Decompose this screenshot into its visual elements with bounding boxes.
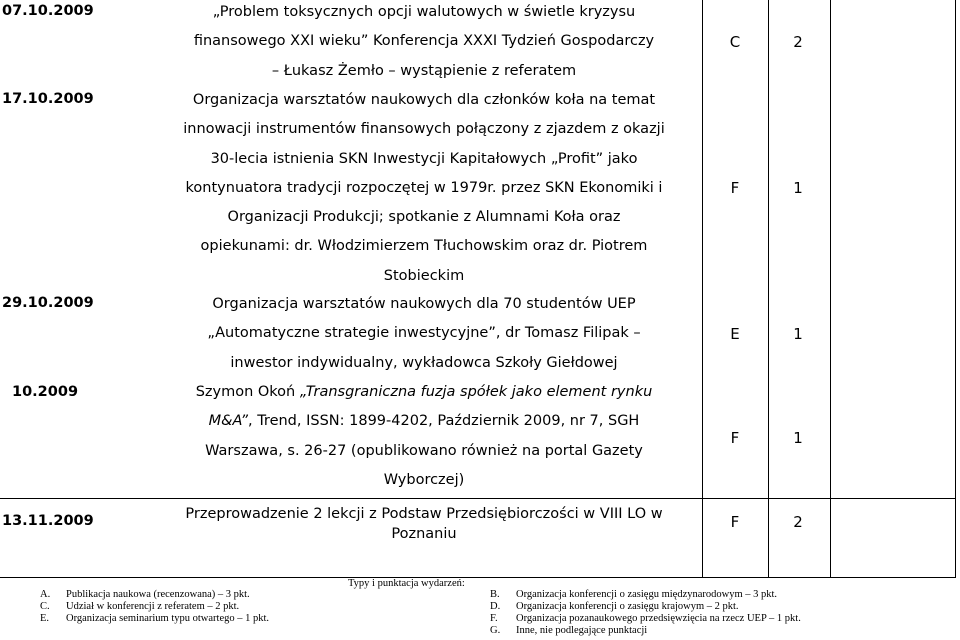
event-count: 1 [793, 179, 803, 197]
table-bottom-border [0, 577, 956, 578]
event-description-line: kontynuatora tradycji rozpoczętej w 1979r. przez SKN Ekonomiki i [185, 179, 663, 196]
legend-text: Organizacja konferencji o zasięgu krajowym – 2 pkt. [516, 601, 739, 612]
event-description-line: Organizacja warsztatów naukowych dla 70 studentów UEP [212, 296, 636, 312]
event-type-code: F [730, 179, 740, 197]
event-description [148, 504, 700, 544]
legend-letter: B. [490, 589, 500, 600]
event-description-line: inwestor indywidualny, wykładowca Szkoły Giełdowej [230, 354, 618, 371]
event-description [148, 86, 700, 291]
legend-letter: E. [40, 613, 50, 624]
legend-item [490, 625, 647, 636]
event-date: 07.10.2009 [2, 3, 94, 19]
legend-title: Typy i punktacja wydarzeń: [348, 578, 465, 589]
legend-item [40, 601, 239, 612]
event-description-line: Warszawa, s. 26-27 (opublikowano również na portal Gazety [205, 442, 643, 459]
event-description [148, 0, 700, 86]
legend-letter: F. [490, 613, 498, 624]
event-date: 13.11.2009 [2, 513, 94, 529]
legend-letter: D. [490, 601, 501, 612]
legend-item [490, 613, 801, 624]
event-count: 1 [793, 429, 803, 447]
legend-item [40, 589, 250, 600]
event-date: 17.10.2009 [2, 91, 94, 107]
table-column-divider [830, 0, 831, 578]
event-description [148, 290, 700, 378]
legend-text: Organizacja pozanaukowego przedsięwzięcia na rzecz UEP – 1 pkt. [516, 613, 801, 624]
event-description-line: Przeprowadzenie 2 lekcji z Podstaw Przedsiębiorczości w VIII LO w [185, 506, 663, 522]
legend-letter: C. [40, 601, 50, 612]
event-count: 2 [793, 33, 803, 51]
event-description-line: Organizacji Produkcji; spotkanie z Alumnami Koła oraz [227, 209, 621, 226]
table-column-divider [768, 0, 769, 578]
legend-text: Organizacja konferencji o zasięgu międzynarodowym – 3 pkt. [516, 589, 778, 600]
legend-item [490, 589, 777, 600]
event-description-line: opiekunami: dr. Włodzimierzem Tłuchowskim oraz dr. Piotrem [200, 238, 648, 255]
table-column-divider [955, 0, 956, 578]
event-count: 2 [793, 513, 803, 531]
event-description-line: 30-lecia istnienia SKN Inwestycji Kapitałowych „Profit” jako [210, 150, 638, 167]
legend-item [40, 613, 269, 624]
legend-text: Udział w konferencji z referatem – 2 pkt. [66, 601, 240, 612]
table-column-divider [702, 0, 703, 578]
event-description-line: innowacji instrumentów finansowych połączony z zjazdem z okazji [183, 121, 665, 138]
event-description-line: „Automatyczne strategie inwestycyjne”, dr Tomasz Filipak – [207, 325, 641, 342]
legend-letter: A. [40, 589, 51, 600]
legend-text: Organizacja seminarium typu otwartego – 1 pkt. [66, 613, 270, 624]
event-date: 10.2009 [12, 384, 79, 400]
event-type-code: F [730, 513, 740, 531]
event-description-line: Wyborczej) [383, 471, 465, 488]
event-type-code: C [729, 33, 741, 51]
event-description-line: Szymon Okoń „Transgraniczna fuzja spółek jako element rynku [195, 384, 653, 400]
event-description-line: Stobieckim [383, 267, 465, 284]
legend-text: Publikacja naukowa (recenzowana) – 3 pkt. [66, 589, 250, 600]
event-description-line: Organizacja warsztatów naukowych dla członków koła na temat [192, 92, 656, 108]
event-date: 29.10.2009 [2, 295, 94, 311]
event-description-line: M&A”, Trend, ISSN: 1899-4202, Październik 2009, nr 7, SGH [208, 413, 640, 430]
legend-item [490, 601, 739, 612]
event-description-line: Poznaniu [391, 526, 457, 542]
event-type-code: E [730, 325, 740, 343]
table-row-divider [0, 498, 956, 499]
legend-text: Inne, nie podlegające punktacji [516, 625, 648, 636]
event-description-line: finansowego XXI wieku” Konferencja XXXI Tydzień Gospodarczy [193, 33, 655, 50]
event-description-line: – Łukasz Żemło – wystąpienie z referatem [271, 62, 577, 79]
event-description-line: „Problem toksycznych opcji walutowych w świetle kryzysu [212, 4, 636, 20]
event-type-code: F [730, 429, 740, 447]
event-count: 1 [793, 325, 803, 343]
legend-letter: G. [490, 625, 501, 636]
event-description [148, 378, 700, 495]
